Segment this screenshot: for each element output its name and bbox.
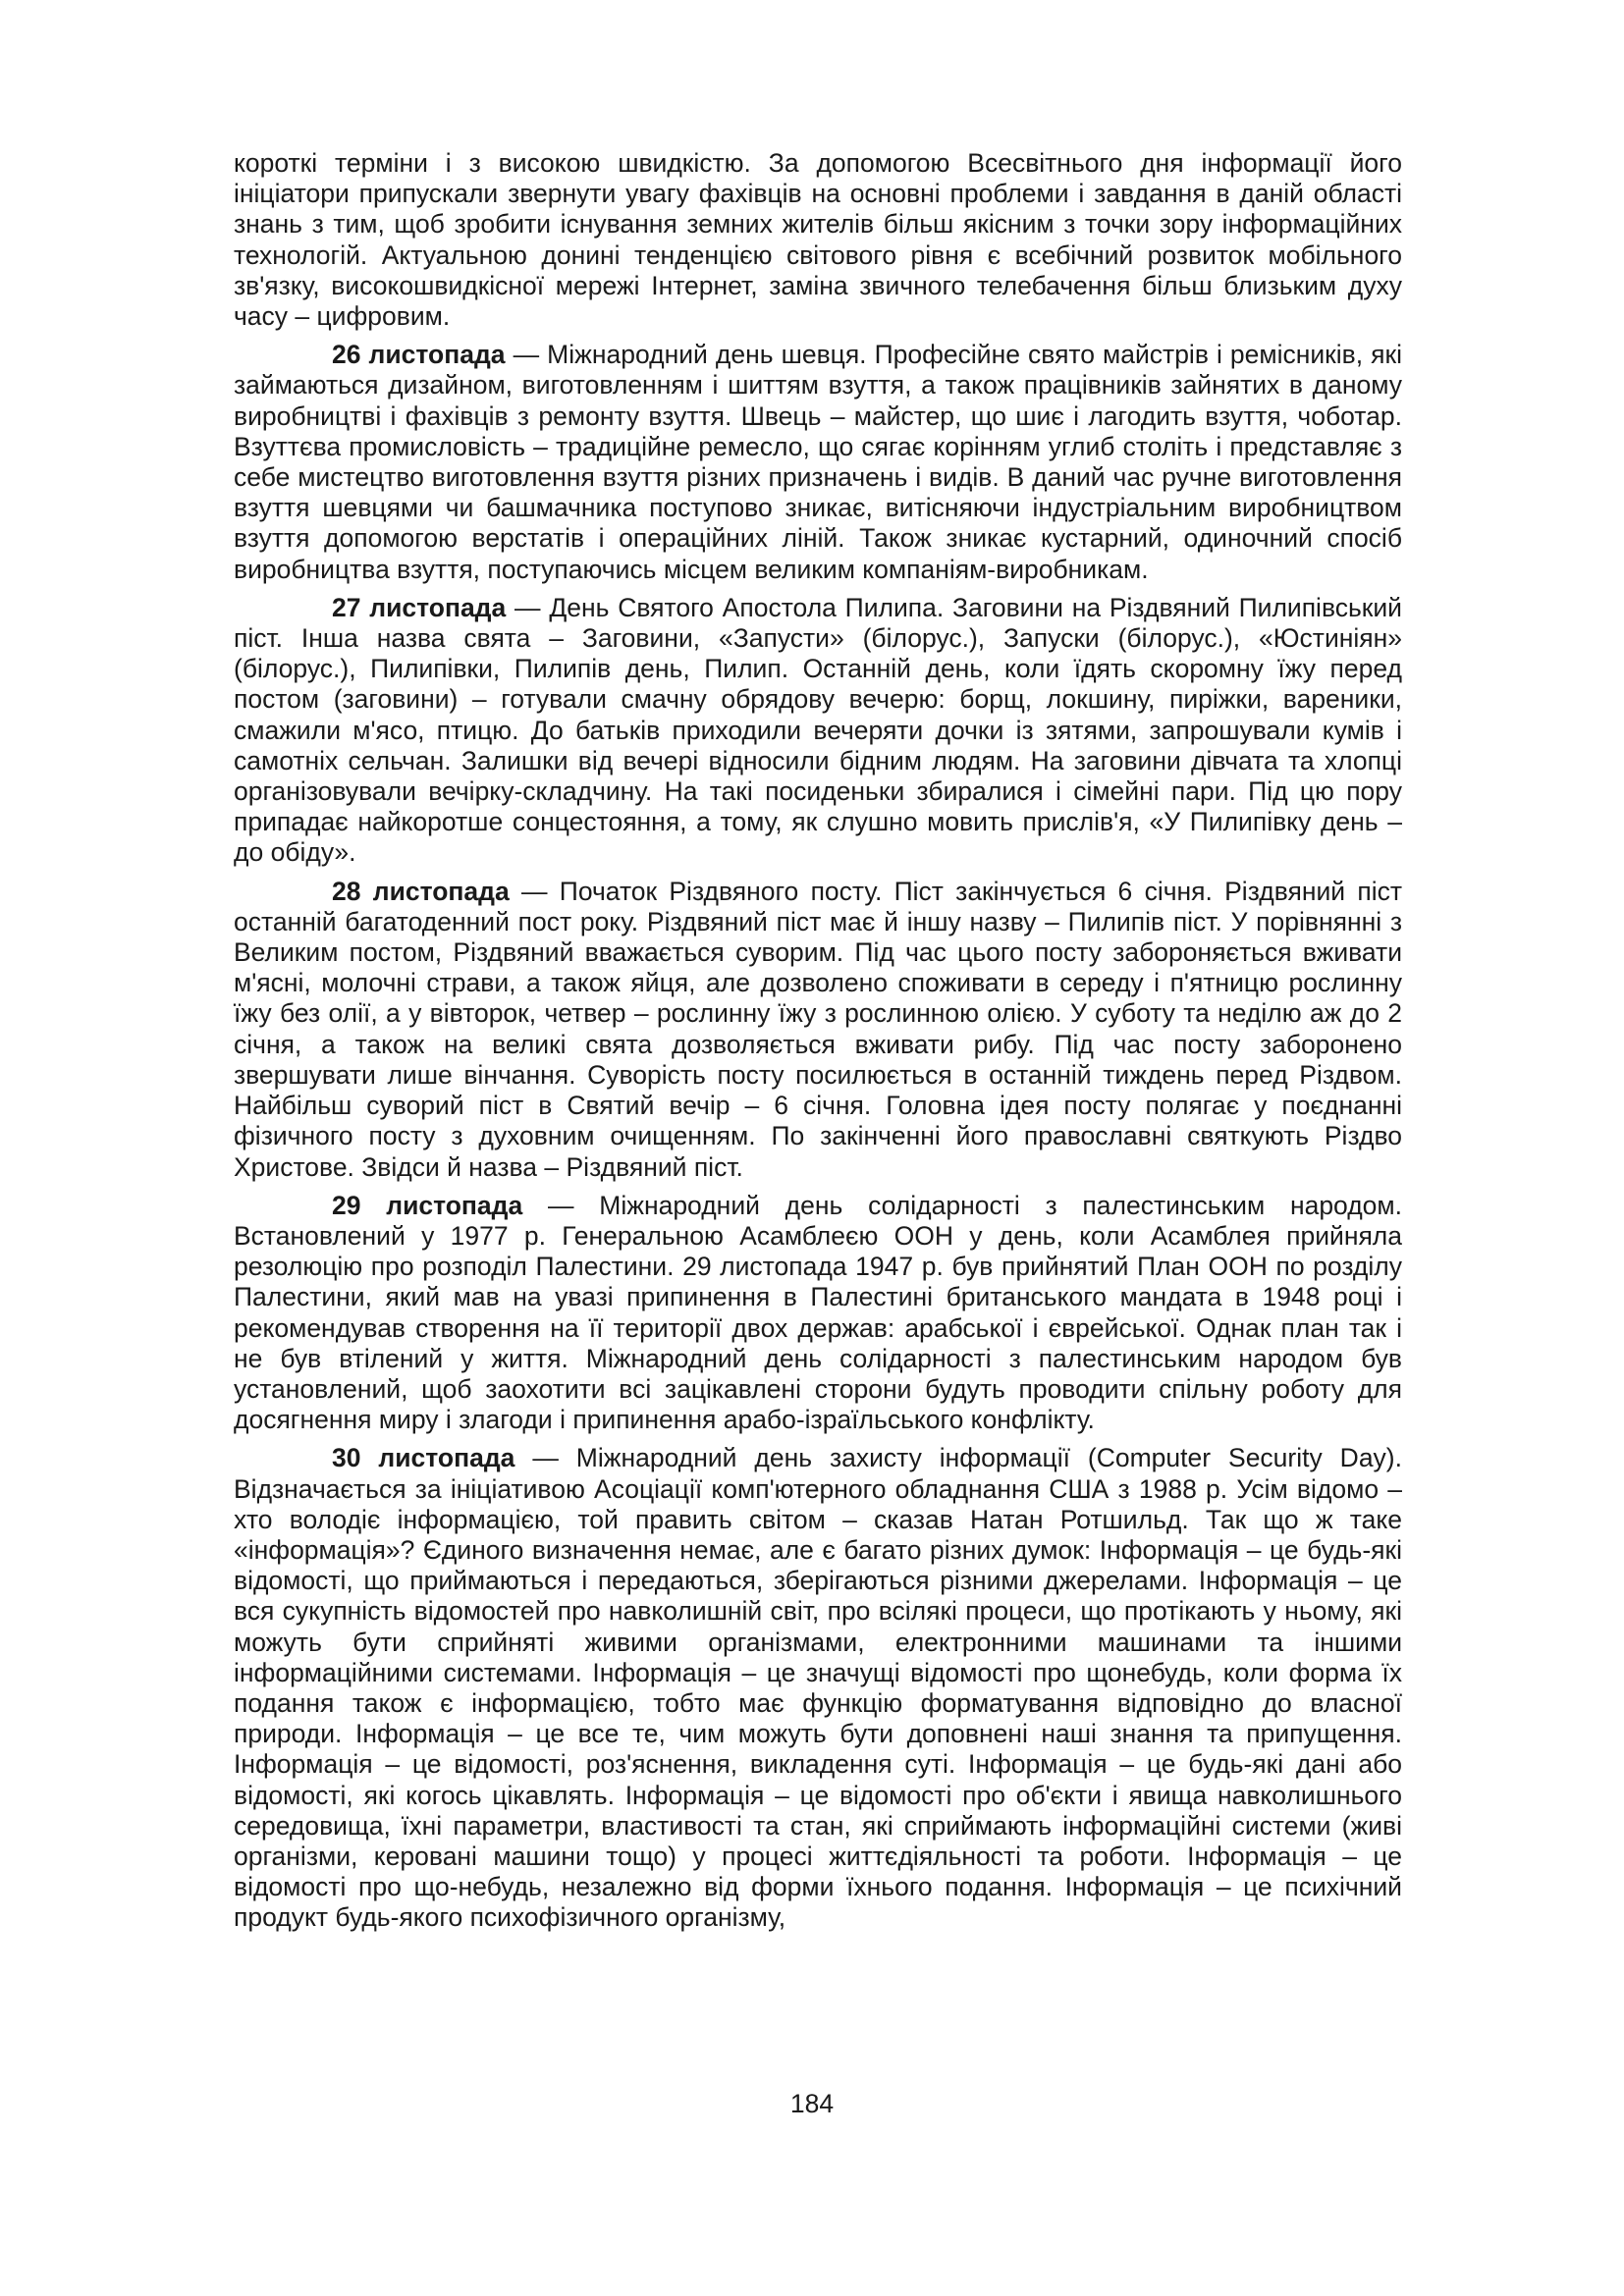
paragraph-text: — День Святого Апостола Пилипа. Заговини на Різдвяний Пилипівський піст. Інша назва свята – Заговини, «Запусти» (білорус.), Запуски (білорус.), «Юстиніян» (білорус.), Пилипівки, Пилипів день, Пилип. Останній день, коли їдять скоромну їжу перед постом (заговини) – готували смачну обрядову вечерю: борщ, локшину, пиріжки, вареники, смажили м'ясо, птицю. До батьків приходили вечеряти дочки із зятями, запрошували кумів і самотніх сельчан. Залишки від вечері відносили бідним людям. На заговини дівчата та хлопці організовували вечірку-складчину. На такі посиденьки збиралися і сімейні пари. Під цю пору припадає найкоротше сонцестояння, а тому, як слушно мовить прислів'я, «У Пилипівку день – до обіду». xyxy=(234,592,1402,868)
paragraph-text: — Початок Різдвяного посту. Піст закінчується 6 січня. Різдвяний піст останній багатоденний пост року. Різдвяний піст має й іншу назву – Пилипів піст. У порівнянні з Великим постом, Різдвяний вважається суворим. Під час цього посту забороняється вживати м'ясні, молочні страви, а також яйця, але дозволено споживати в середу і п'ятницю рослинну їжу без олії, а у вівторок, четвер – рослинну їжу з рослинною олією. У суботу та неділю аж до 2 січня, а також на великі свята дозволяється вживати рибу. Під час посту заборонено звершувати лише вінчання. Суворість посту посилюється в останній тиждень перед Різдвом. Найбільш суворий піст в Святий вечір – 6 січня. Головна ідея посту полягає у поєднанні фізичного посту з духовним очищенням. По закінченні його православні святкують Різдво Христове. Звідси й назва – Різдвяний піст. xyxy=(234,876,1402,1182)
paragraph-nov-28 xyxy=(234,877,1402,1183)
paragraph-text: — Міжнародний день захисту інформації (Computer Security Day). Відзначається за ініціативою Асоціації комп'ютерного обладнання США з 1988 р. Усім відомо – хто володіє інформацією, той править світом – сказав Натан Ротшильд. Так що ж таке «інформація»? Єдиного визначення немає, але є багато різних думок: Інформація – це будь-які відомості, що приймаються і передаються, зберігаються різними джерелами. Інформація – це вся сукупність відомостей про навколишній світ, про всілякі процеси, що протікають у ньому, які можуть бути сприйняті живими організмами, електронними машинами та іншими інформаційними системами. Інформація – це значущі відомості про щонебудь, коли форма їх подання також є інформацією, тобто має функцію форматування відповідно до власної природи. Інформація – це все те, чим можуть бути доповнені наші знання та припущення. Інформація – це відомості, роз'яснення, викладення суті. Інформація – це будь-які дані або відомості, які когось цікавлять. Інформація – це відомості про об'єкти і явища навколишнього середовища, їхні параметри, властивості та стан, які сприймають інформаційні системи (живі організми, керовані машини тощо) у процесі життєдіяльності та роботи. Інформація – це відомості про що-небудь, незалежно від форми їхнього подання. Інформація – це психічний продукт будь-якого психофізичного організму, xyxy=(234,1443,1402,1933)
paragraph-text: — Міжнародний день солідарності з палестинським народом. Встановлений у 1977 р. Генеральною Асамблеєю ООН у день, коли Асамблея прийняла резолюцію про розподіл Палестини. 29 листопада 1947 р. був прийнятий План ООН по розділу Палестини, який мав на увазі припинення в Палестині британського мандата в 1948 році і рекомендував створення на її території двох держав: арабської і єврейської. Однак план так і не був втілений у життя. Міжнародний день солідарності з палестинським народом був установлений, щоб заохотити всі зацікавлені сторони будуть проводити спільну роботу для досягнення миру і злагоди і припинення арабо-ізраїльського конфлікту. xyxy=(234,1190,1402,1435)
paragraph-nov-26 xyxy=(234,340,1402,585)
paragraph-intro xyxy=(234,148,1402,332)
paragraph-nov-27 xyxy=(234,593,1402,869)
paragraph-date: 28 листопада xyxy=(332,876,510,906)
page-body xyxy=(234,148,1402,1942)
paragraph-date: 27 листопада xyxy=(332,592,507,622)
paragraph-nov-30 xyxy=(234,1443,1402,1933)
paragraph-text: — Міжнародний день шевця. Професійне свято майстрів і ремісників, які займаються дизайном, виготовленням і шиттям взуття, а також працівників зайнятих в даному виробництві і фахівців з ремонту взуття. Швець – майстер, що шиє і лагодить взуття, чоботар. Взуттєва промисловість – традиційне ремесло, що сягає корінням углиб століть і представляє з себе мистецтво виготовлення взуття різних призначень і видів. В даний час ручне виготовлення взуття шевцями чи башмачника поступово зникає, витісняючи індустріальним виробництвом взуття допомогою верстатів і операційних ліній. Також зникає кустарний, одиночний спосіб виробництва взуття, поступаючись місцем великим компаніям-виробникам. xyxy=(234,340,1402,584)
paragraph-text: короткі терміни і з високою швидкістю. За допомогою Всесвітнього дня інформації його ініціатори припускали звернути увагу фахівців на основні проблеми і завдання в даній області знань з тим, щоб зробити існування земних жителів більш якісним з точки зору інформаційних технологій. Актуальною донині тенденцією світового рівня є всебічний розвиток мобільного зв'язку, високошвидкісної мережі Інтернет, заміна звичного телебачення більш близьким духу часу – цифровим. xyxy=(234,148,1402,332)
page-number: 184 xyxy=(789,2089,835,2118)
paragraph-date: 29 листопада xyxy=(332,1190,523,1220)
paragraph-date: 26 листопада xyxy=(332,340,506,370)
paragraph-date: 30 листопада xyxy=(332,1443,515,1473)
paragraph-nov-29 xyxy=(234,1191,1402,1436)
